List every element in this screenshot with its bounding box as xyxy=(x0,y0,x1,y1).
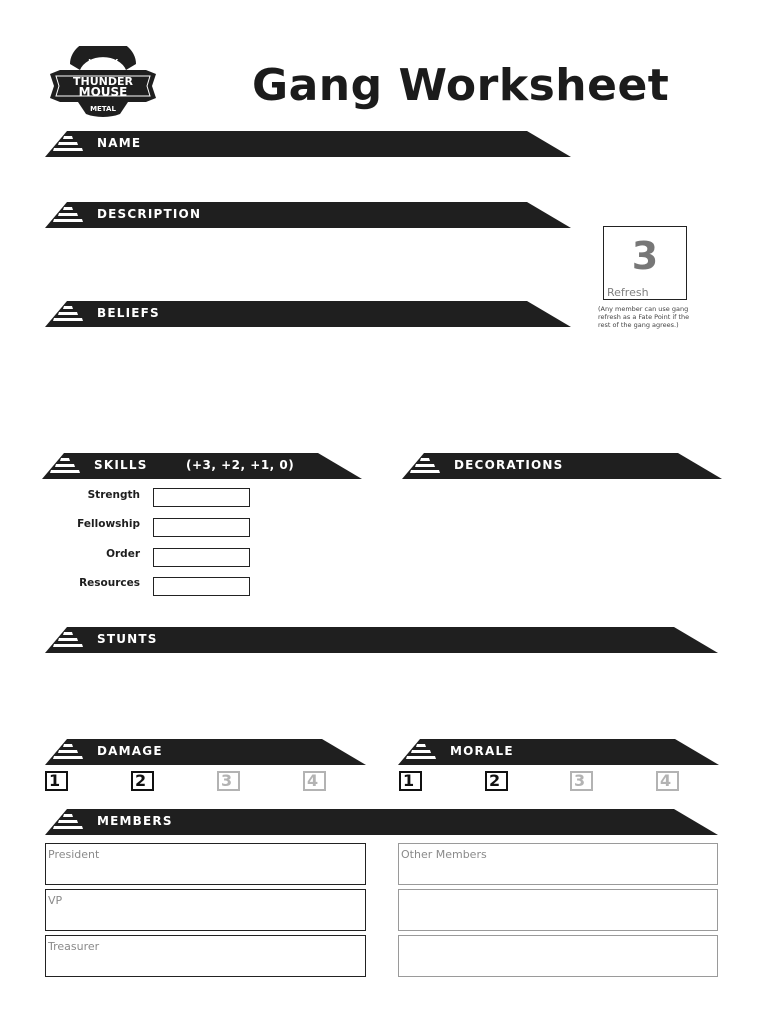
banner-name xyxy=(45,131,571,157)
thunder-mouse-logo xyxy=(48,46,158,122)
section-label-decorations: DECORATIONS xyxy=(454,458,564,472)
member-label-president: President xyxy=(48,848,100,861)
stripes-icon xyxy=(403,742,441,762)
damage-box-4[interactable]: 4 xyxy=(303,771,326,791)
member-box-other-3[interactable] xyxy=(398,935,718,977)
svg-text:HEAVY: HEAVY xyxy=(88,58,118,67)
banner-beliefs xyxy=(45,301,571,327)
refresh-note: (Any member can use gang refresh as a Fate Point if the rest of the gang agrees.) xyxy=(598,305,690,329)
member-box-president[interactable] xyxy=(45,843,366,885)
skill-label-fellowship: Fellowship xyxy=(77,518,140,530)
stripes-icon xyxy=(50,630,88,650)
svg-text:THUNDER: THUNDER xyxy=(73,75,133,88)
morale-box-2[interactable]: 2 xyxy=(485,771,508,791)
section-label-damage: DAMAGE xyxy=(97,744,163,758)
refresh-label: Refresh xyxy=(607,286,649,299)
morale-box-1[interactable]: 1 xyxy=(399,771,422,791)
banner-members xyxy=(45,809,718,835)
section-label-stunts: STUNTS xyxy=(97,632,158,646)
member-box-treasurer[interactable] xyxy=(45,935,366,977)
member-box-other-1[interactable] xyxy=(398,843,718,885)
morale-box-3[interactable]: 3 xyxy=(570,771,593,791)
section-label-skills: SKILLS xyxy=(94,458,148,472)
member-box-vp[interactable] xyxy=(45,889,366,931)
section-label-name: NAME xyxy=(97,136,142,150)
skill-label-strength: Strength xyxy=(87,489,140,501)
damage-box-1[interactable]: 1 xyxy=(45,771,68,791)
banner-description xyxy=(45,202,571,228)
svg-text:METAL: METAL xyxy=(90,105,116,113)
page-title: Gang Worksheet xyxy=(252,60,670,111)
section-label-members: MEMBERS xyxy=(97,814,173,828)
skill-label-resources: Resources xyxy=(79,577,140,589)
skill-input-resources[interactable] xyxy=(153,577,250,596)
refresh-box[interactable] xyxy=(603,226,687,300)
member-box-other-2[interactable] xyxy=(398,889,718,931)
banner-morale xyxy=(398,739,719,765)
section-label-description: DESCRIPTION xyxy=(97,207,202,221)
banner-stunts xyxy=(45,627,718,653)
member-label-vp: VP xyxy=(48,894,63,907)
stripes-icon xyxy=(50,304,88,324)
stripes-icon xyxy=(50,205,88,225)
stripes-icon xyxy=(50,742,88,762)
skill-input-order[interactable] xyxy=(153,548,250,567)
svg-text:MOUSE: MOUSE xyxy=(78,85,128,99)
stripes-icon xyxy=(50,812,88,832)
damage-box-3[interactable]: 3 xyxy=(217,771,240,791)
refresh-value: 3 xyxy=(631,234,659,278)
skill-input-fellowship[interactable] xyxy=(153,518,250,537)
skill-input-strength[interactable] xyxy=(153,488,250,507)
morale-box-4[interactable]: 4 xyxy=(656,771,679,791)
damage-box-2[interactable]: 2 xyxy=(131,771,154,791)
section-label-morale: MORALE xyxy=(450,744,514,758)
member-label-other-members: Other Members xyxy=(401,848,487,861)
banner-decorations xyxy=(402,453,722,479)
banner-skills xyxy=(42,453,362,479)
stripes-icon xyxy=(50,134,88,154)
stripes-icon xyxy=(407,456,445,476)
skills-note: (+3, +2, +1, 0) xyxy=(186,458,295,472)
skill-label-order: Order xyxy=(106,548,140,560)
banner-damage xyxy=(45,739,366,765)
member-label-treasurer: Treasurer xyxy=(48,940,100,953)
section-label-beliefs: BELIEFS xyxy=(97,306,160,320)
stripes-icon xyxy=(47,456,85,476)
